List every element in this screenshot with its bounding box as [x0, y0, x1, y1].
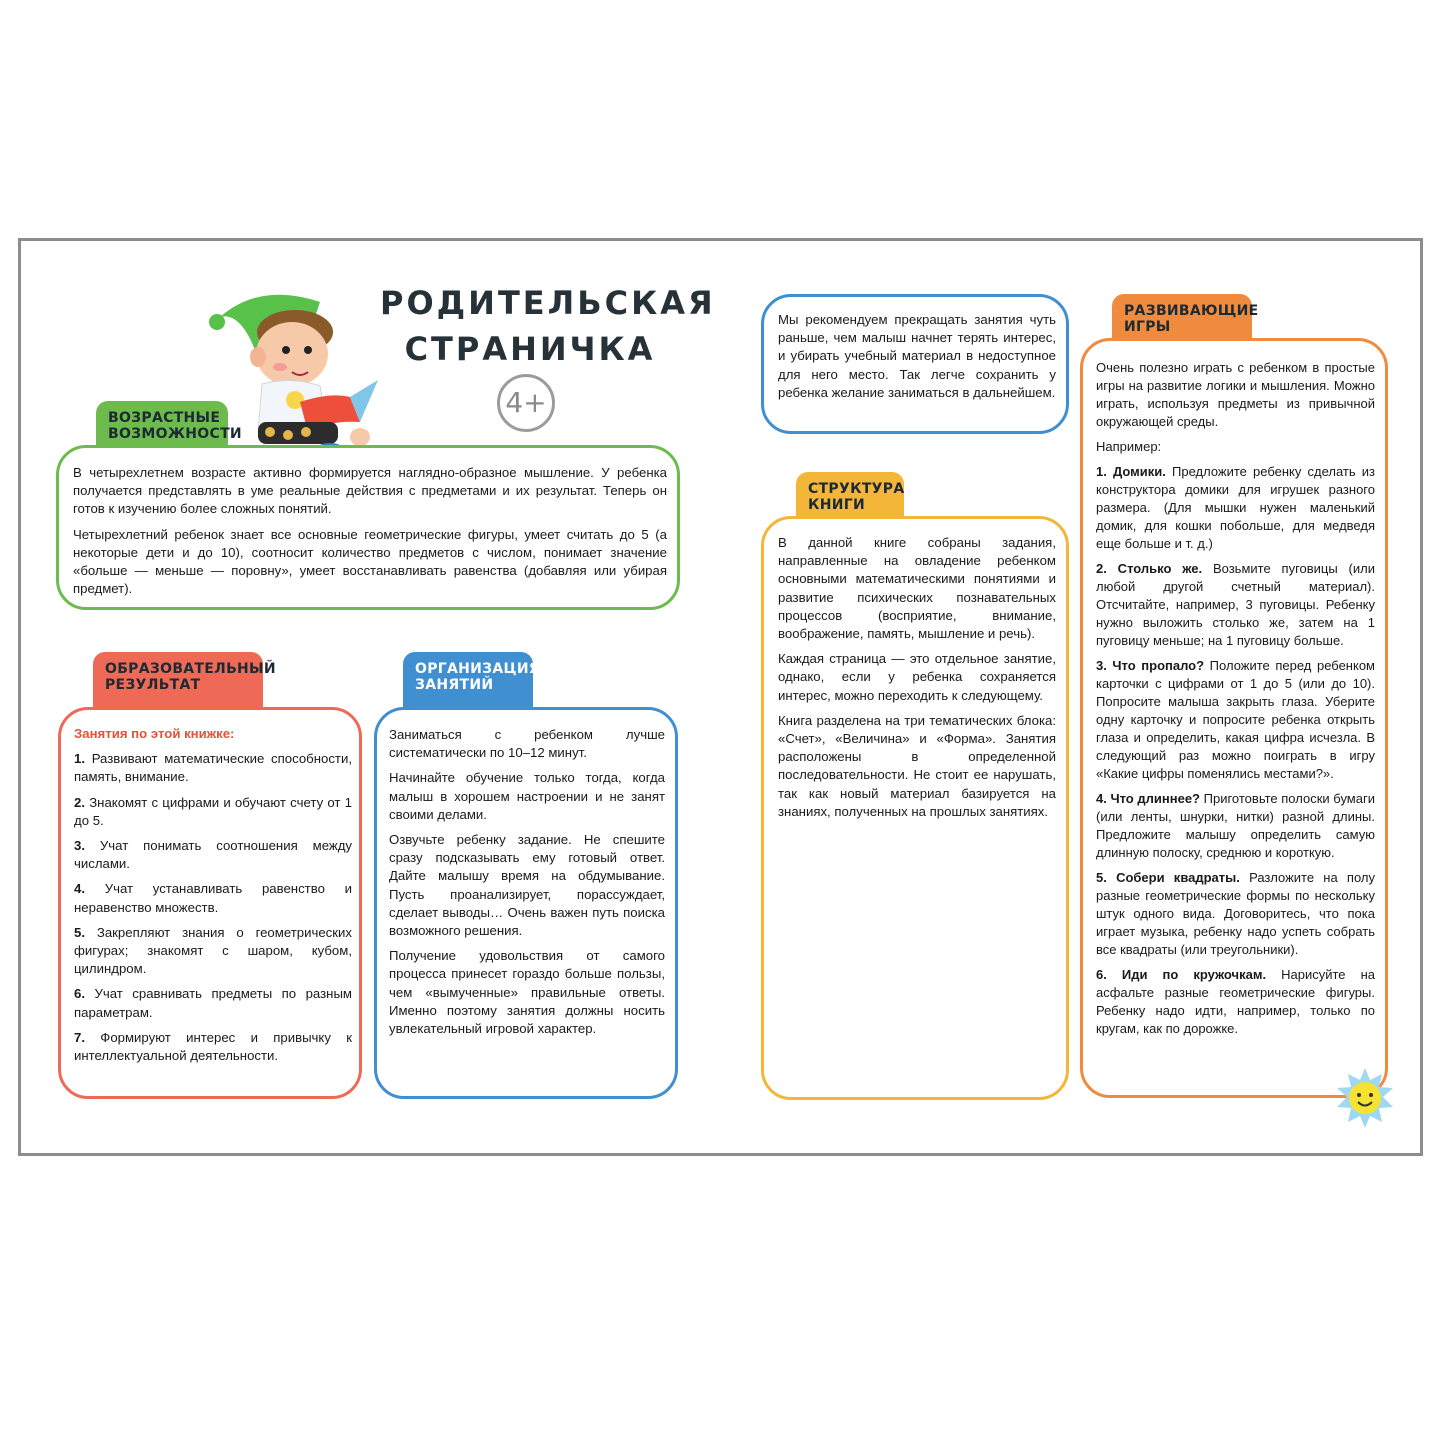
recommend-box: [761, 294, 1069, 434]
games-text: [1096, 359, 1375, 1045]
structure-text: [778, 534, 1056, 828]
result-item-5: [74, 924, 352, 979]
games-item-text: Положите перед ребенком карточки с цифрами от 1 до 5 (или до 10). Попросите малыша закрыть глаза. Уберите одну карточку и попросите ребенка открыть глаза и определить, какая цифра исчезла. В следующий раз можно поиграть в игру «Какие цифры поменялись местами?».: [1096, 658, 1375, 781]
result-item-text: Знакомят с цифрами и обучают счету от 1 до 5.: [74, 794, 352, 828]
result-item-1: [74, 750, 352, 786]
organization-box: [374, 707, 678, 1099]
games-tab: РАЗВИВАЮЩИЕ ИГРЫ: [1112, 294, 1252, 340]
games-item-text: Разложите на полу разные геометрические формы по нескольку штук одного вида. Договоритесь, что пока играет музыка, ребенку надо успеть собрать все квадраты (или треугольники).: [1096, 870, 1375, 957]
games-item-title: 1. Домики.: [1096, 464, 1166, 479]
recommend-text: Мы рекомендуем прекращать занятия чуть раньше, чем малыш начнет терять интерес, и убирать учебный материал в недоступное для него место. Так легче сохранить у ребенка желание заниматься в дальнейшем.: [778, 312, 1056, 400]
organization-paragraph-1: Заниматься с ребенком лучше систематически по 10–12 минут.: [389, 727, 665, 761]
result-item-6: [74, 985, 352, 1021]
organization-paragraph-2: Начинайте обучение только тогда, когда малыш в хорошем настроении и не занят своими делами.: [389, 770, 665, 822]
organization-tab: ОРГАНИЗАЦИЯ ЗАНЯТИЙ: [403, 652, 533, 710]
result-item-number: 3.: [74, 838, 85, 854]
games-item-3: [1096, 657, 1375, 783]
games-item-title: 6. Иди по кружочкам.: [1096, 967, 1267, 982]
games-item-1: [1096, 463, 1375, 553]
result-item-number: 6.: [74, 986, 85, 1002]
structure-paragraph-2: Каждая страница — это отдельное занятие, однако, если у ребенка сохраняется интерес, можно переходить к следующему.: [778, 651, 1056, 703]
age-paragraph-2: Четырехлетний ребенок знает все основные геометрические фигуры, умеет считать до 5 (а некоторые дети и до 10), соотносит количество предметов с числом, понимает значение «больше — меньше — поровну», умеет восстанавливать равенства (добавляя или убирая предмет).: [73, 526, 667, 597]
games-item-text: Возьмите пуговицы (или любой другой счетный материал). Отсчитайте, например, 3 пуговицы. Ребенку нужно выложить столько же, затем на 1 пуговицу меньше; на 1 пуговицу больше.: [1096, 561, 1375, 648]
games-item-5: [1096, 869, 1375, 959]
games-item-title: 4. Что длиннее?: [1096, 791, 1200, 806]
result-item-text: Учат понимать соотношения между числами.: [74, 838, 352, 872]
result-item-text: Закрепляют знания о геометрических фигурах; знакомят с шаром, кубом, цилиндром.: [74, 924, 352, 977]
structure-tab: СТРУКТУРА КНИГИ: [796, 472, 904, 518]
organization-text: [389, 726, 665, 1045]
result-item-number: 1.: [74, 751, 85, 767]
title-line1: РОДИТЕЛЬСКАЯ: [380, 284, 716, 322]
structure-paragraph-1: В данной книге собраны задания, направленные на овладение ребенком основными математическими понятиями и развитие психических познавательных процессов (восприятие, внимание, воображение, память, мышление и речь).: [778, 535, 1056, 642]
result-box: [58, 707, 362, 1099]
result-item-2: [74, 794, 352, 830]
result-intro: Занятия по этой книжке:: [74, 726, 235, 741]
result-item-text: Развивают математические способности, память, внимание.: [74, 751, 352, 785]
result-tab: ОБРАЗОВАТЕЛЬНЫЙ РЕЗУЛЬТАТ: [93, 652, 263, 710]
result-item-number: 4.: [74, 881, 85, 897]
result-item-text: Формируют интерес и привычку к интеллектуальной деятельности.: [74, 1029, 352, 1064]
games-item-text: Предложите ребенку сделать из конструктора домики для игрушек разного размера. (Для мышки нужен маленький домик, для кошки побольше, для медведя еще больше и т. д.): [1096, 464, 1375, 551]
title-line2: СТРАНИЧКА: [404, 330, 656, 368]
age-badge: 4+: [497, 374, 555, 432]
result-item-number: 7.: [74, 1029, 85, 1045]
games-example: Например:: [1096, 439, 1162, 454]
age-box: [56, 445, 680, 610]
games-box: [1080, 338, 1388, 1098]
sun-icon: [1333, 1066, 1397, 1130]
games-item-2: [1096, 560, 1375, 650]
age-paragraph-1: В четырехлетнем возрасте активно формируется наглядно-образное мышление. У ребенка получается представлять в уме реальные действия с предметами и их результат. Теперь он готов к изучению более сложных понятий.: [73, 465, 667, 517]
result-item-number: 5.: [74, 924, 85, 940]
organization-paragraph-4: Получение удовольствия от самого процесса принесет гораздо больше пользы, чем «вымученные» правильные ответы. Именно поэтому занятия должны носить увлекательный игровой характер.: [389, 948, 665, 1037]
games-item-title: 3. Что пропало?: [1096, 658, 1205, 673]
games-intro: Очень полезно играть с ребенком в простые игры на развитие логики и мышления. Можно играть, используя предметы из привычной окружающей среды.: [1096, 360, 1375, 429]
structure-paragraph-3: Книга разделена на три тематических блока: «Счет», «Величина» и «Форма». Занятия расположены в определенной последовательности. Не стоит ее нарушать, так как новый материал базируется на знаниях, полученных на прошлых занятиях.: [778, 712, 1056, 819]
result-item-text: Учат сравнивать предметы по разным параметрам.: [74, 986, 352, 1020]
organization-paragraph-3: Озвучьте ребенку задание. Не спешите сразу подсказывать ему готовый ответ. Дайте малышу время на обдумывание. Пусть проанализирует, порассуждает, сделает выводы… Очень важен путь поиска возможного решения.: [389, 832, 665, 939]
result-item-number: 2.: [74, 794, 85, 810]
games-item-title: 2. Столько же.: [1096, 561, 1203, 576]
result-item-7: [74, 1029, 352, 1065]
result-item-4: [74, 880, 352, 916]
age-text: [73, 464, 667, 605]
games-item-text: Приготовьте полоски бумаги (или ленты, шнурки, нитки) разной длины. Предложите малышу определить самую длинную полоску, среднюю и короткую.: [1096, 791, 1375, 860]
result-item-text: Учат устанавливать равенство и неравенство множеств.: [74, 881, 352, 915]
structure-box: [761, 516, 1069, 1100]
result-text: [74, 725, 352, 1072]
games-item-title: 5. Собери квадраты.: [1096, 870, 1240, 885]
age-tab: ВОЗРАСТНЫЕ ВОЗМОЖНОСТИ: [96, 401, 228, 447]
result-item-3: [74, 837, 352, 873]
games-item-text: Нарисуйте на асфальте разные геометрические фигуры. Ребенку надо идти, например, только по кругам, как по дорожке.: [1096, 967, 1375, 1036]
games-item-6: [1096, 966, 1375, 1038]
games-item-4: [1096, 790, 1375, 862]
page-title: [380, 280, 716, 372]
